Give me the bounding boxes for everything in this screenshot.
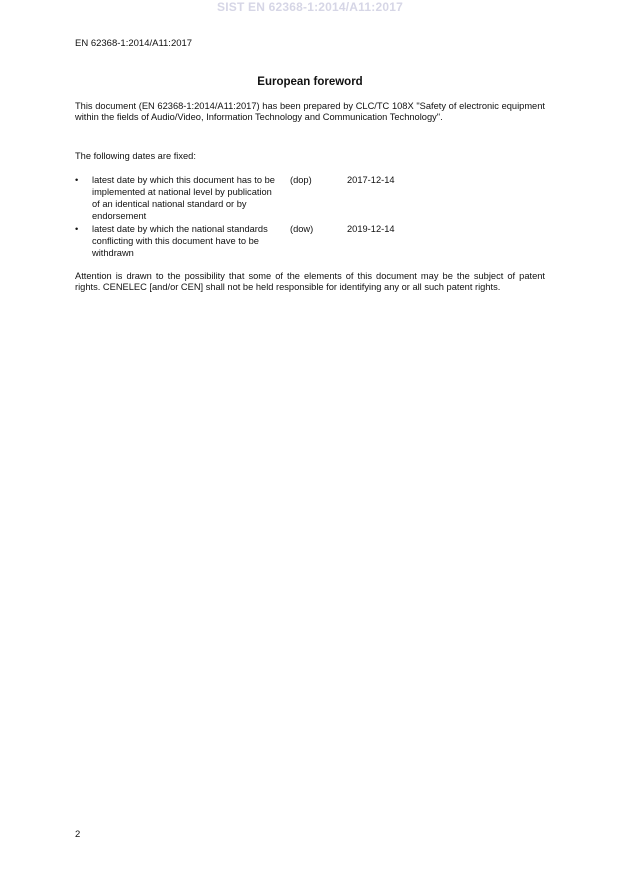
date-abbreviation: (dow) xyxy=(290,224,314,234)
running-header: EN 62368-1:2014/A11:2017 xyxy=(75,38,193,49)
date-value: 2019-12-14 xyxy=(347,224,395,234)
page-title: European foreword xyxy=(257,76,363,88)
date-row-dow xyxy=(75,223,545,259)
attention-paragraph: Attention is drawn to the possibility that some of the elements of this document may be the subject of patent rights. CENELEC [and/or CEN] shall not be held responsible for identifying any or all such patent rights. xyxy=(75,271,545,292)
watermark: SIST EN 62368-1:2014/A11:2017 xyxy=(217,0,403,14)
date-description: latest date by which this document has to be implemented at national level by publication of an identical national standard or by endorsement xyxy=(92,175,275,221)
date-description: latest date by which the national standards conflicting with this document have to be withdrawn xyxy=(92,224,268,258)
date-abbreviation: (dop) xyxy=(290,175,312,185)
page-number: 2 xyxy=(75,829,81,840)
dates-intro-paragraph: The following dates are fixed: xyxy=(75,151,196,161)
intro-paragraph: This document (EN 62368-1:2014/A11:2017) has been prepared by CLC/TC 108X "Safety of electronic equipment within the fields of Audio/Video, Information Technology and Communication Technology". xyxy=(75,101,545,122)
bullet-icon: • xyxy=(75,224,79,234)
date-value: 2017-12-14 xyxy=(347,175,395,185)
bullet-icon: • xyxy=(75,175,79,185)
dates-list xyxy=(75,174,545,259)
date-row-dop xyxy=(75,174,545,222)
